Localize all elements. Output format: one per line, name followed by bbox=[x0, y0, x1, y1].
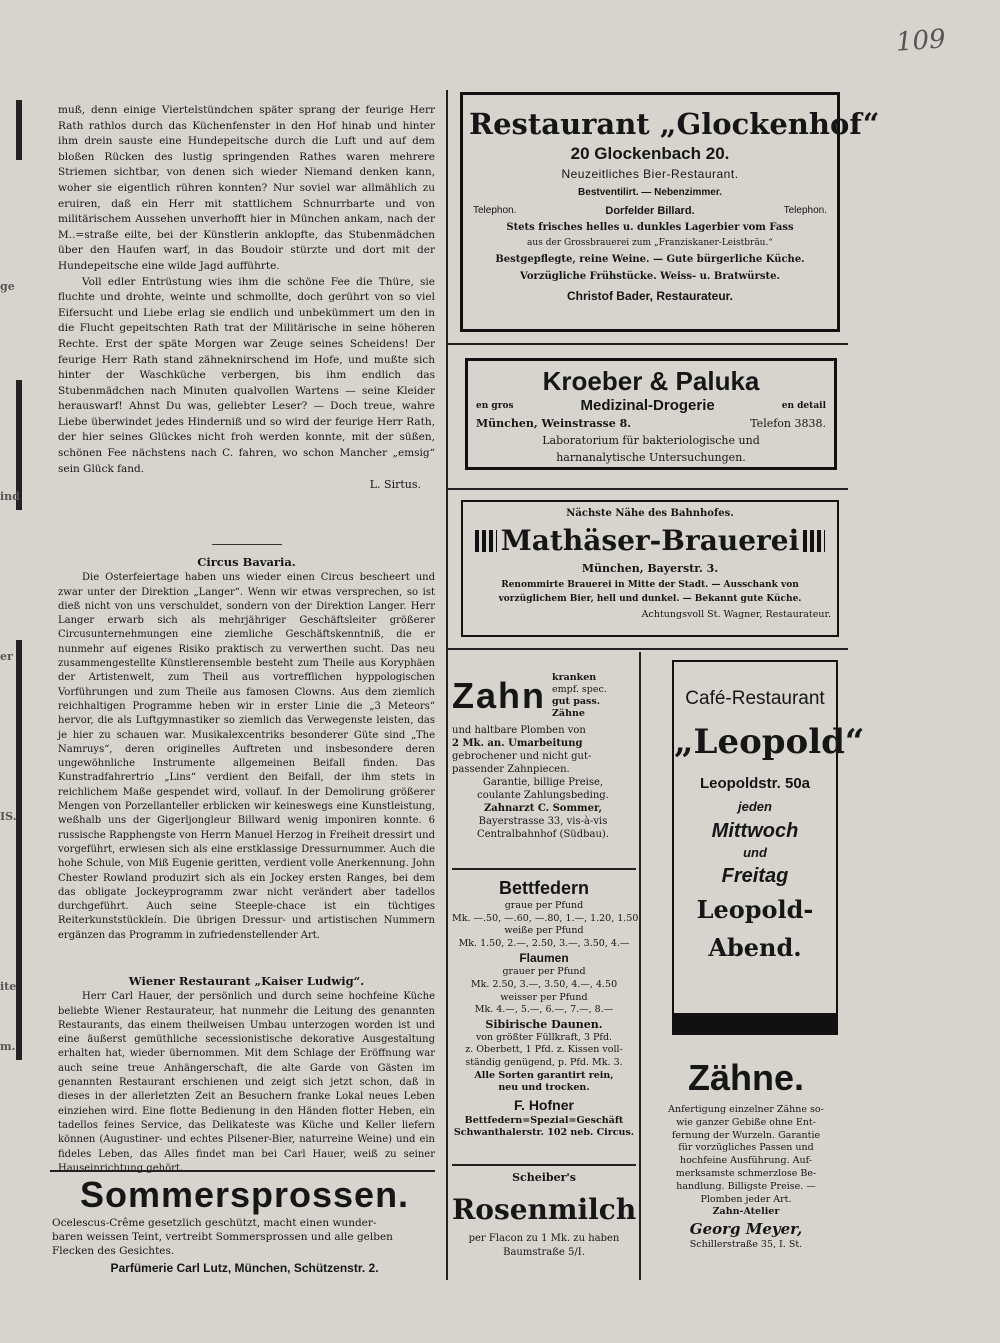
ad-title: Zahn bbox=[452, 675, 546, 716]
ad-row bbox=[476, 397, 826, 415]
ad-phone-label: Telephon. bbox=[473, 205, 517, 216]
ad-word: empf. spec. bbox=[552, 684, 607, 695]
column-divider bbox=[639, 652, 641, 1280]
ad-line: fernung der Wurzeln. Garantie bbox=[671, 1129, 821, 1141]
ad-footer: Parfümerie Carl Lutz, München, Schützenstr. 2. bbox=[110, 1261, 379, 1275]
ad-line: Bettfedern=Spezial=Geschäft bbox=[464, 1114, 624, 1126]
ad-line: Sibirische Daunen. bbox=[485, 1017, 603, 1031]
ad-line: z. Oberbett, 1 Pfd. z. Kissen voll- bbox=[465, 1044, 623, 1056]
ad-line: Laboratorium für bakteriologische und bbox=[542, 434, 760, 447]
ad-line: baren weissen Teint, vertreibt Sommersprossen und alle gelben bbox=[52, 1231, 393, 1243]
ad-line: von größter Füllkraft, 3 Pfd. bbox=[475, 1031, 613, 1043]
ad-signature: Achtungsvoll St. Wagner, Restaurateur. bbox=[641, 609, 831, 620]
ad-address: München, Bayerstr. 3. bbox=[581, 562, 719, 575]
ad-top: Nächste Nähe des Bahnhofes. bbox=[566, 508, 734, 519]
ad-line: Zahn-Atelier bbox=[712, 1206, 780, 1218]
ad-line: Bestventilirt. — Nebenzimmer. bbox=[578, 187, 722, 198]
ad-line: Bayerstrasse 33, vis-à-vis bbox=[478, 816, 608, 827]
ad-line: Garantie, billige Preise, bbox=[482, 777, 604, 788]
ad-line: Centralbahnhof (Südbau). bbox=[476, 829, 610, 840]
ad-line: hochfeine Ausführung. Auf- bbox=[679, 1155, 813, 1167]
ad-line: 2 Mk. an. Umarbeitung bbox=[452, 738, 583, 749]
ad-leopold bbox=[672, 660, 865, 1035]
ornament-icon bbox=[475, 530, 497, 552]
ad-title-words bbox=[552, 672, 607, 720]
ad-title: „Leopold“ bbox=[674, 722, 865, 762]
ad-line: Alle Sorten garantirt rein, bbox=[474, 1069, 614, 1081]
ad-tag: en detail bbox=[781, 401, 826, 411]
page-number: 109 bbox=[895, 24, 947, 58]
ad-subtitle: Neuzeitliches Bier-Restaurant. bbox=[561, 167, 739, 181]
ad-line: per Flacon zu 1 Mk. zu haben bbox=[468, 1233, 620, 1244]
separator-rule bbox=[212, 544, 282, 545]
ad-line: Plomben jeder Art. bbox=[700, 1193, 792, 1205]
section-rule bbox=[448, 648, 848, 650]
edge-fragment: ite bbox=[0, 980, 17, 993]
ad-title: Rosenmilch bbox=[452, 1193, 637, 1226]
ad-line: Flecken des Gesichtes. bbox=[52, 1245, 175, 1257]
ad-phone: Telefon 3838. bbox=[750, 417, 826, 430]
ad-tag: en gros bbox=[476, 401, 514, 411]
ad-line: ständig genügend, p. Pfd. Mk. 3. bbox=[465, 1056, 623, 1068]
ad-line: Stets frisches helles u. dunkles Lagerbier vom Fass bbox=[506, 222, 794, 233]
ad-owner: Christof Bader, Restaurateur. bbox=[566, 289, 734, 303]
ad-phone-label: Telephon. bbox=[783, 205, 827, 216]
previous-page-edge bbox=[0, 70, 28, 1270]
ornament-icon bbox=[803, 530, 825, 552]
edge-fragment: ge bbox=[0, 280, 15, 293]
wiener-article bbox=[58, 968, 435, 1176]
circus-text: Die Osterfeiertage haben uns wieder einen Circus bescheert und zwar unter der Direktion „Langer“. Wenn wir etwas versprechen, so ist dieß nicht von uns verschuldet, sondern von der Direktion Langer. Herr Langer erwarb sich als mehrjähriger Geschäftsleiter größerer Circusunternehmungen eine ziemliche Geschäftskenntniß, die er nunmehr auf eigenes Risiko praktisch zu verwerthen sucht. Das neu zusammengestellte Künstlerensemble besteht zum Theile aus Koryphäen der Artistenwelt, zum Theil aus vortrefflichen hyppologischen Vorführungen und zum Theile aus famosen Clowns. Aus dem ziemlich reichhaltigen Programme heben wir in erster Linie die „3 Meteors“ hervor, die als Luftgymnastiker so ziemlich das Verwegenste leisten, das je hier zu schauen war. Musikalexcentriks besonderer Güte sind „The Namruys“, deren originelles Auftreten und insbesondere deren ungewöhnliche Instrumente allgemeinen Beifall finden. Das Kunstradfahrertrio „Lins“ verdient den Beifall, der ihm stets in reichlichem Maße gespendet wird, vollauf. In der Demolirung größerer Mengen von Porzellanteller erblicken wir keineswegs eine Kunstleistung, weßhalb uns der Gigerljongleur Billward wenig imponiren konnte. 6 russische Rapphengste von Herrn Manuel Herzog in Freiheit dressirt und vorgeführt, erwiesen sich als eine erstklassige Dressurnummer. Auch die hohe Schule, von Miß Eugenie geritten, verdient volle Anerkennung. John Chester Rowland produzirt sich als ein Jockey ersten Ranges, bei dem das obligate Jockeyprogramm zwar nicht verändert aber tadellos durchgeführt. Auch seine Steeple-chace ist ein tüchtiges Reiterkunststückleín. Die übrigen Dressur- und artistischen Nummern ergänzen das Programm in zufriedenstellender Art. bbox=[58, 572, 435, 941]
ad-firm: F. Hofner bbox=[514, 1096, 574, 1113]
ad-line: Ocelescus-Crême gesetzlich geschützt, macht einen wunder- bbox=[52, 1217, 377, 1229]
column-divider bbox=[446, 90, 448, 1280]
ad-line: Zahnarzt C. Sommer, bbox=[483, 803, 603, 814]
ad-line: und haltbare Plomben von bbox=[452, 725, 586, 736]
edge-fragment: IS. bbox=[0, 810, 17, 823]
ad-address: Schillerstraße 35, I. St. bbox=[689, 1239, 803, 1251]
edge-fragment: m. bbox=[0, 1040, 16, 1053]
ad-line: Café-Restaurant bbox=[685, 688, 825, 709]
ad-line: Schwanthalerstr. 102 neb. Circus. bbox=[453, 1127, 635, 1139]
ad-line: merksamste schmerzlose Be- bbox=[675, 1167, 817, 1179]
ad-line: passender Zahnpiecen. bbox=[452, 764, 570, 775]
story-paragraph: muß, denn einige Viertelstündchen später sprang der feurige Herr Rath rathlos durch das Küchenfenster in den Hof hinab und hinter ihm drein sauste eine Hundepeitsche durch die Luft und auf dem bloßen Rücken des lustig springenden Rathes waren mehrere Striemen sichtbar, von denen sich wieder Niemand denken kann, woher sie eigentlich rühren konnten? Nur soviel war allmählich zu eruiren, daß ein Herr mit stattlichem Schnurrbarte und von militärischem Aussehen unverhofft hier in München ankam, nach der M..=straße eilte, bei der Künstlerin anklopfte, das Stubenmädchen über den Haufen warf, in das Boudoir stürzte und dort mit der Hundepeitsche eine wilde Jagd aufführte. bbox=[58, 104, 435, 272]
section-rule bbox=[452, 1164, 636, 1166]
ad-line: Abend. bbox=[708, 933, 802, 962]
ad-line: grauer per Pfund bbox=[502, 966, 586, 978]
ad-name: Georg Meyer, bbox=[689, 1220, 803, 1239]
ad-line: gebrochener und nicht gut- bbox=[452, 751, 592, 762]
ad-line: jeden bbox=[738, 799, 772, 814]
ad-address: München, Weinstrasse 8. bbox=[476, 417, 632, 430]
ad-line: Anfertigung einzelner Zähne so- bbox=[668, 1104, 824, 1115]
ad-line: coulante Zahlungsbeding. bbox=[477, 790, 609, 801]
ad-title: Kroeber & Paluka bbox=[542, 366, 760, 396]
ad-glockenhof bbox=[460, 92, 880, 332]
ad-title: Zähne. bbox=[687, 1057, 804, 1098]
ad-line: graue per Pfund bbox=[504, 900, 584, 911]
ad-line: Vorzügliche Frühstücke. Weiss- u. Bratwürste. bbox=[520, 271, 780, 282]
ad-line: neu und trocken. bbox=[498, 1082, 590, 1094]
story-signature: L. Sirtus. bbox=[369, 478, 421, 492]
ad-line: Leopold- bbox=[696, 895, 814, 924]
ad-line: Mk. 4.—, 5.—, 6.—, 7.—, 8.— bbox=[474, 1004, 614, 1016]
ad-line: aus der Grossbrauerei zum „Franziskaner-Leistbräu.“ bbox=[527, 238, 773, 248]
ad-line: Mk. 2.50, 3.—, 3.50, 4.—, 4.50 bbox=[470, 978, 618, 990]
section-rule bbox=[448, 343, 848, 345]
ad-kroeber bbox=[465, 358, 837, 470]
ad-row bbox=[476, 415, 826, 432]
ad-line: für vorzügliches Passen und bbox=[678, 1142, 814, 1154]
ad-title: Sommersprossen. bbox=[79, 1174, 410, 1215]
ad-zahn bbox=[452, 668, 634, 856]
ad-line: Mk. 1.50, 2.—, 2.50, 3.—, 3.50, 4.— bbox=[458, 937, 630, 949]
ad-line: Baumstraße 5/I. bbox=[503, 1247, 585, 1258]
ad-title: Mathäser-Brauerei bbox=[500, 524, 800, 557]
ad-line: Mittwoch bbox=[711, 820, 799, 842]
ad-word: kranken bbox=[552, 672, 597, 683]
ad-phone-row bbox=[469, 202, 831, 220]
ad-mathaeser bbox=[461, 500, 839, 637]
ad-line: harnanalytische Untersuchungen. bbox=[556, 451, 746, 464]
ad-bettfedern bbox=[452, 876, 639, 1176]
circus-article bbox=[58, 528, 435, 943]
ad-word: gut pass. bbox=[552, 696, 601, 707]
edge-fragment: ind bbox=[0, 490, 20, 503]
ad-main: Medizinal-Drogerie bbox=[580, 397, 715, 414]
ad-line: vorzüglichem Bier, hell und dunkel. — Bekannt gute Küche. bbox=[498, 594, 802, 604]
ad-title-row bbox=[452, 668, 634, 724]
ad-title: Bettfedern bbox=[498, 878, 589, 898]
ad-sommersprossen bbox=[52, 1174, 437, 1280]
ad-line: wie ganzer Gebiße ohne Ent- bbox=[676, 1116, 816, 1128]
ad-line: und bbox=[743, 845, 767, 860]
ad-title-row bbox=[469, 522, 831, 560]
wiener-text: Herr Carl Hauer, der persönlich und durch seine hochfeine Küche beliebte Wiener Restaurateur, hat nunmehr die Leitung des genannten Restaurants, das einem theilweisen Umbau unterzogen worden ist und eine äußerst gemüthliche secessionistische dekorative Ausgestaltung erhalten hat, wieder übernommen. Mit dem Schlage der Eröffnung war auch seine treue Anhängerschaft, die alte Garde von Gästen im genannten Restaurant erschienen und zeigt sich jetzt schon, daß in dieses in der allerletzten Zeit an Besuchern franke Lokal neues Leben einziehen wird. Eine flotte Bedienung in den Händen flotter Heben, ein tadellos feines Service, das Delikateste was Küche und Keller liefern können (Augustiner- und echtes Pilsener-Bier, naturreine Weine) und ein fideles Leben, das Alles findet man bei Carl Hauer, weiß zu seiner Hauseinrichtung gehört. bbox=[58, 991, 435, 1174]
edge-fragment: er bbox=[0, 650, 13, 663]
ad-line: handlung. Billigste Preise. — bbox=[676, 1180, 816, 1192]
ad-subtitle: Flaumen bbox=[519, 951, 569, 966]
section-rule bbox=[448, 488, 848, 490]
edge-rule bbox=[16, 640, 22, 1060]
ad-line: Freitag bbox=[721, 865, 789, 887]
ad-word: Zähne bbox=[552, 708, 585, 719]
ad-line: Mk. —.50, —.60, —.80, 1.—, 1.20, 1.50 bbox=[452, 912, 639, 924]
ad-line: weiße per Pfund bbox=[504, 925, 584, 937]
ad-title: Restaurant „Glockenhof“ bbox=[469, 107, 880, 141]
ad-line: Bestgepflegte, reine Weine. — Gute bürgerliche Küche. bbox=[495, 254, 805, 265]
circus-heading: Circus Bavaria. bbox=[197, 555, 296, 569]
story-paragraph: Voll edler Entrüstung wies ihm die schöne Fee die Thüre, sie fluchte und drohte, weinte und schmollte, doch gerührt von so viel Eifersucht und Liebe erlag sie endlich und unbekümmert um den in die Flucht gepeitschten Rath trat der Militärische in seine höheren Rechte. Erst der späte Morgen war Zeuge seines Scheidens! Der feurige Herr Rath stand zähneknirschend im Hofe, und mußte sich hinter der Waschküche verbergen, bis ihm endlich das Stubenmädchen nach Minuten qualvollen Wartens — seine Kleider herauswarf! Ahnst Du was, geliebter Leser? — Doch treue, wahre Liebe überwindet jedes Hinderniß und so wird der feurige Herr Rath, der hier seines Glückes nicht froh werden konnte, mit der süßen, schönen Fee nächstens nach C. fahren, wo schon Mancher „emsig“ sein Glück fand. bbox=[58, 275, 435, 475]
ad-line: weisser per Pfund bbox=[500, 991, 588, 1003]
ad-billard: Dorfelder Billard. bbox=[605, 205, 695, 217]
wiener-heading: Wiener Restaurant „Kaiser Ludwig“. bbox=[128, 974, 365, 988]
ad-address: Leopoldstr. 50a bbox=[699, 775, 811, 792]
edge-rule bbox=[16, 100, 22, 160]
ad-zaehne bbox=[648, 1052, 844, 1282]
ad-line: Renommirte Brauerei in Mitte der Stadt. — Ausschank von bbox=[501, 580, 799, 590]
ad-rosenmilch bbox=[452, 1168, 636, 1280]
ad-top: Scheiber's bbox=[512, 1171, 576, 1184]
story-block bbox=[58, 103, 435, 493]
ad-address: 20 Glockenbach 20. bbox=[570, 144, 730, 163]
column-rule bbox=[50, 1170, 435, 1172]
section-rule bbox=[452, 868, 636, 870]
